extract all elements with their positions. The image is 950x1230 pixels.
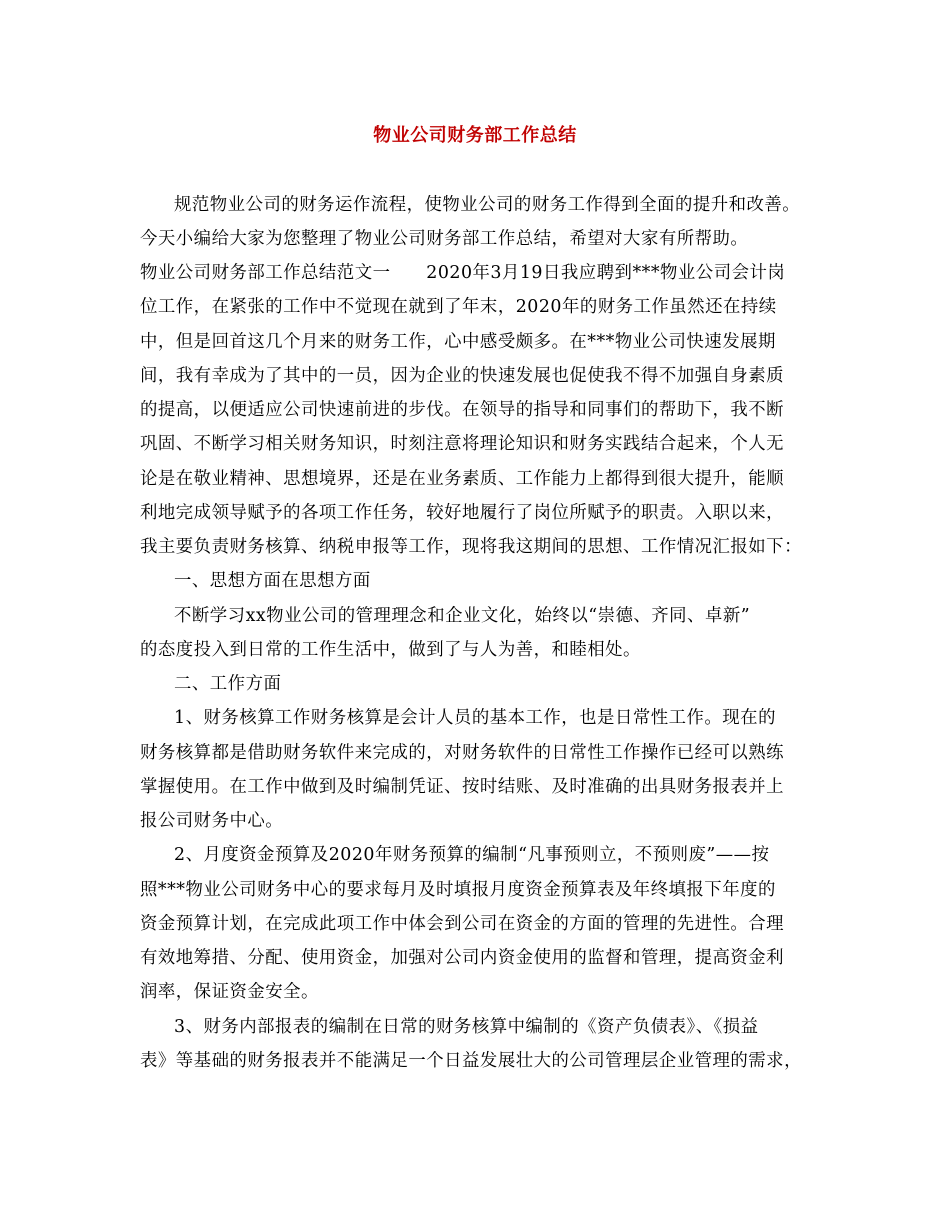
paragraph-line: 间，我有幸成为了其中的一员，因为企业的快速发展也促使我不得不加强自身素质: [140, 366, 785, 386]
section-heading: 一、思想方面在思想方面: [174, 571, 371, 591]
paragraph-line: 财务核算都是借助财务软件来完成的，对财务软件的日常性工作操作已经可以熟练: [140, 743, 785, 763]
paragraph-line: 的态度投入到日常的工作生活中，做到了与人为善，和睦相处。: [140, 640, 641, 660]
paragraph-line: 不断学习xx物业公司的管理理念和企业文化，始终以“崇德、齐同、卓新”: [174, 606, 751, 626]
section-heading: 二、工作方面: [174, 674, 282, 694]
paragraph-line: 位工作，在紧张的工作中不觉现在就到了年末，2020年的财务工作虽然还在持续: [140, 297, 777, 317]
paragraph-line: 规范物业公司的财务运作流程，使物业公司的财务工作得到全面的提升和改善。: [174, 195, 801, 215]
paragraph-line: 有效地筹措、分配、使用资金，加强对公司内资金使用的监督和管理，提高资金利: [140, 948, 785, 968]
paragraph-line: 照***物业公司财务中心的要求每月及时填报月度资金预算表及年终填报下年度的: [140, 880, 776, 900]
paragraph-line: 的提高，以便适应公司快速前进的步伐。在领导的指导和同事们的帮助下，我不断: [140, 400, 785, 420]
paragraph-line: 掌握使用。在工作中做到及时编制凭证、按时结账、及时准确的出具财务报表并上: [140, 777, 785, 797]
paragraph-line: 巩固、不断学习相关财务知识，时刻注意将理论知识和财务实践结合起来，个人无: [140, 434, 785, 454]
paragraph-line: 3、财务内部报表的编制在日常的财务核算中编制的《资产负债表》、《损益: [174, 1017, 759, 1037]
paragraph-line: 利地完成领导赋予的各项工作任务，较好地履行了岗位所赋予的职责。入职以来，: [140, 503, 785, 523]
paragraph-line: 2、月度资金预算及2020年财务预算的编制“凡事预则立，不预则废”——按: [174, 845, 770, 865]
document-title: 物业公司财务部工作总结: [373, 125, 577, 146]
paragraph-line: 中，但是回首这几个月来的财务工作，心中感受颇多。在***物业公司快速发展期: [140, 332, 776, 352]
paragraph-line: 表》等基础的财务报表并不能满足一个日益发展壮大的公司管理层企业管理的需求，: [140, 1051, 802, 1071]
paragraph-line: 资金预算计划，在完成此项工作中体会到公司在资金的方面的管理的先进性。合理: [140, 914, 785, 934]
paragraph-line: 1、财务核算工作财务核算是会计人员的基本工作，也是日常性工作。现在的: [174, 708, 776, 728]
paragraph-line: 物业公司财务部工作总结范文一 2020年3月19日我应聘到***物业公司会计岗: [140, 263, 786, 283]
paragraph-line: 论是在敬业精神、思想境界，还是在业务素质、工作能力上都得到很大提升，能顺: [140, 469, 785, 489]
paragraph-line: 润率，保证资金安全。: [140, 982, 319, 1002]
paragraph-line: 报公司财务中心。: [140, 811, 284, 831]
paragraph-line: 今天小编给大家为您整理了物业公司财务部工作总结，希望对大家有所帮助。: [140, 229, 749, 249]
paragraph-line: 我主要负责财务核算、纳税申报等工作，现将我这期间的思想、工作情况汇报如下：: [140, 537, 802, 557]
